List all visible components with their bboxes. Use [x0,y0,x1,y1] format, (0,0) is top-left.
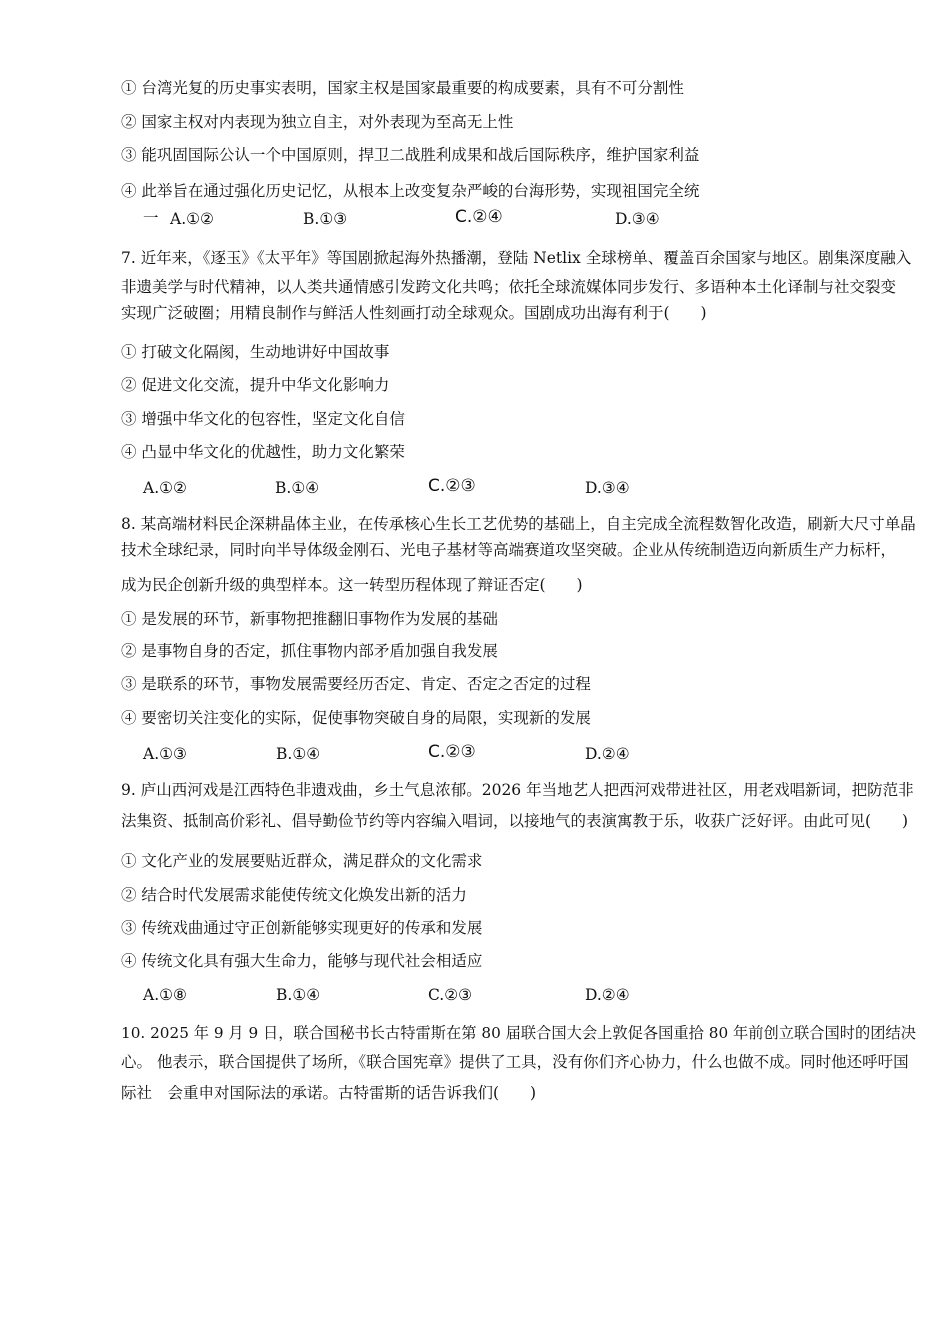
q7-stem-line-2: 非遗美学与时代精神，以人类共通情感引发跨文化共鸣；依托全球流媒体同步发行、多语种本土化译制与社交裂变 [121,278,897,296]
q8-option-b: B.①④ [276,745,321,763]
q7-option-b: B.①④ [275,479,320,497]
q9-stem-line-2: 法集资、抵制高价彩礼、倡导勤俭节约等内容编入唱词，以接地气的表演寓教于乐，收获广泛好评。由此可见( ) [121,812,909,830]
q9-option-c: C.②③ [428,986,473,1004]
q9-item-1: ① 文化产业的发展要贴近群众，满足群众的文化需求 [121,852,483,870]
q9-option-a: A.①⑧ [143,986,187,1004]
q7-item-3: ③ 增强中华文化的包容性，坚定文化自信 [121,410,405,428]
q7-item-1: ① 打破文化隔阂，生动地讲好中国故事 [121,343,390,361]
q9-item-2: ② 结合时代发展需求能使传统文化焕发出新的活力 [121,886,467,904]
q6-option-c: C.②④ [455,207,503,227]
q7-option-a: A.①② [143,479,187,497]
q8-option-d: D.②④ [585,745,630,763]
q8-stem-line-3: 成为民企创新升级的典型样本。这一转型历程体现了辩证否定( ) [121,576,583,594]
q6-item-4: ④ 此举旨在通过强化历史记忆，从根本上改变复杂严峻的台海形势，实现祖国完全统 [121,182,700,200]
q8-stem-line-2: 技术全球纪录，同时向半导体级金刚石、光电子基材等高端赛道攻坚突破。企业从传统制造迈向新质生产力标杆， [121,541,897,559]
q7-stem-line-3: 实现广泛破圈；用精良制作与鲜活人性刻画打动全球观众。国剧成功出海有利于( ) [121,304,707,322]
q6-item-1: ① 台湾光复的历史事实表明，国家主权是国家最重要的构成要素，具有不可分割性 [121,79,684,97]
q9-option-b: B.①④ [276,986,321,1004]
q6-option-a: A.①② [170,210,214,228]
q10-stem-line-3: 际社 会重申对国际法的承诺。古特雷斯的话告诉我们( ) [121,1084,537,1102]
q8-option-c: C.②③ [428,742,476,762]
q9-item-3: ③ 传统戏曲通过守正创新能够实现更好的传承和发展 [121,919,483,937]
q8-stem-line-1: 8. 某高端材料民企深耕晶体主业，在传承核心生长工艺优势的基础上，自主完成全流程数智化改造，刷新大尺寸单晶 [121,515,916,533]
q10-stem-line-2: 心。 他表示，联合国提供了场所，《联合国宪章》提供了工具，没有你们齐心协力，什么也做不成。同时他还呼吁国 [121,1053,909,1071]
q7-item-2: ② 促进文化交流，提升中华文化影响力 [121,376,390,394]
q8-item-4: ④ 要密切关注变化的实际，促使事物突破自身的局限，实现新的发展 [121,709,591,727]
q8-item-3: ③ 是联系的环节，事物发展需要经历否定、肯定、否定之否定的过程 [121,675,591,693]
q8-option-a: A.①③ [143,745,187,763]
q7-option-d: D.③④ [585,479,630,497]
q7-stem-line-1: 7. 近年来，《逐玉》《太平年》等国剧掀起海外热播潮，登陆 Netlix 全球榜单、覆盖百余国家与地区。剧集深度融入 [121,249,912,267]
q6-item-2: ② 国家主权对内表现为独立自主，对外表现为至高无上性 [121,113,514,131]
q6-option-d: D.③④ [615,210,660,228]
q6-item-4-continuation: 一 [143,209,159,227]
q9-item-4: ④ 传统文化具有强大生命力，能够与现代社会相适应 [121,952,483,970]
q8-item-1: ① 是发展的环节，新事物把推翻旧事物作为发展的基础 [121,610,498,628]
q7-option-c: C.②③ [428,476,476,496]
q6-option-b: B.①③ [303,210,348,228]
q8-item-2: ② 是事物自身的否定，抓住事物内部矛盾加强自我发展 [121,642,498,660]
q7-item-4: ④ 凸显中华文化的优越性，助力文化繁荣 [121,443,405,461]
q9-option-d: D.②④ [585,986,630,1004]
q6-item-3: ③ 能巩固国际公认一个中国原则，捍卫二战胜利成果和战后国际秩序，维护国家利益 [121,146,700,164]
q10-stem-line-1: 10. 2025 年 9 月 9 日，联合国秘书长古特雷斯在第 80 届联合国大会上敦促各国重拾 80 年前创立联合国时的团结决 [121,1024,917,1042]
q9-stem-line-1: 9. 庐山西河戏是江西特色非遗戏曲，乡土气息浓郁。2026 年当地艺人把西河戏带进社区，用老戏唱新词，把防范非 [121,781,914,799]
